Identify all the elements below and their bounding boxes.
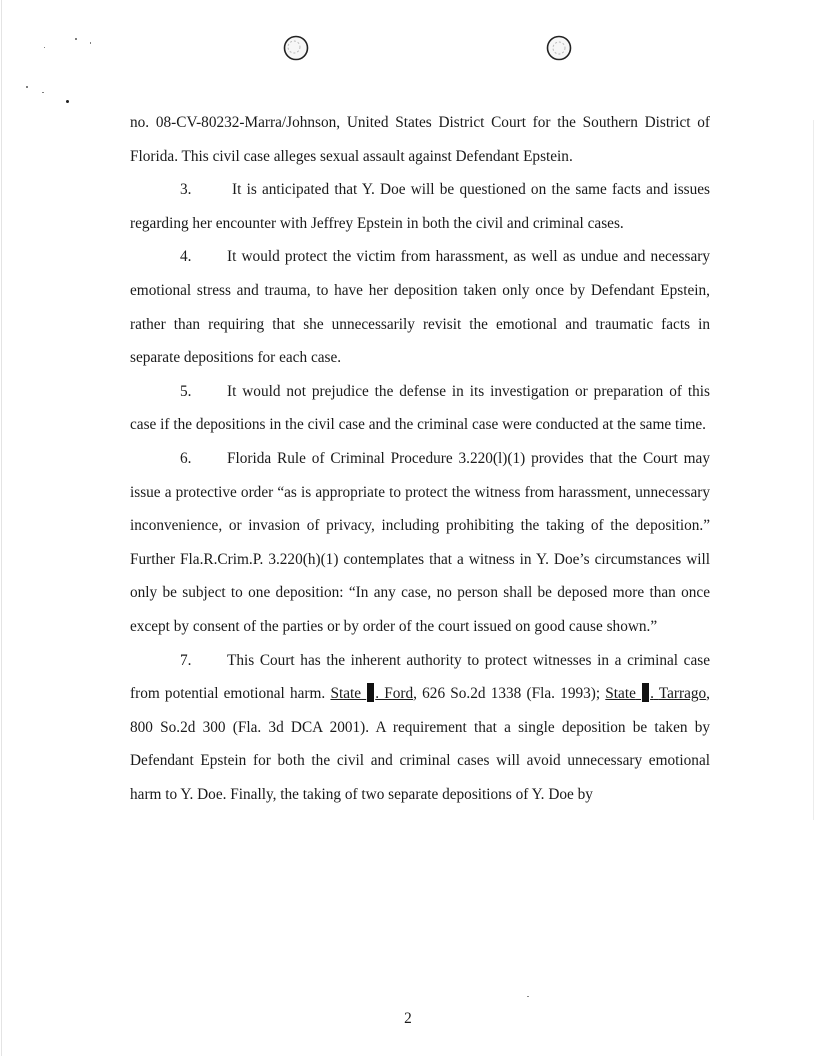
punch-hole-left-icon: [282, 34, 310, 62]
paragraph-3: [130, 173, 710, 240]
paragraph-text: It would not prejudice the defense in its investigation or preparation of this case if the depositions in the civil case and the criminal case were conducted at the same time.: [130, 382, 710, 434]
paragraph-text: A requirement that a single deposition be taken by Defendant Epstein for both the civil and criminal cases will avoid unnecessary emotional harm to Y. Doe. Finally, the taking of two separate depositions of Y. Doe by: [130, 718, 711, 803]
scan-speck: [75, 38, 77, 40]
scan-speck: [44, 47, 45, 48]
citation-party: State: [330, 685, 362, 703]
scan-speck: [42, 92, 44, 93]
case-citation-ford: [330, 685, 413, 702]
case-citation-tarrago: [605, 685, 706, 702]
scan-speck: [527, 996, 529, 997]
paragraph-text: Florida Rule of Criminal Procedure 3.220(l)(1) provides that the Court may issue a protective order “as is appropriate to protect the witness from harassment, unnecessary inconvenience, or invasion of privacy, including prohibiting the taking of the deposition.” Further Fla.R.Crim.P. 3.220(h)(1) contemplates that a witness in Y. Doe’s circumstances will only be subject to one deposition: “In any case, no person shall be deposed more than once except by consent of the parties or by order of the court issued on good cause shown.”: [130, 449, 710, 635]
redaction-bar: [367, 683, 374, 702]
redaction-bar: [642, 683, 649, 702]
paragraph-4: [130, 240, 710, 374]
scan-speck: [90, 42, 91, 44]
paragraph-number: 4.: [180, 248, 192, 266]
paragraph-number: 5.: [180, 382, 192, 400]
page-number: 2: [404, 1010, 412, 1027]
scan-speck: [26, 86, 28, 88]
citation-party: State: [605, 685, 636, 703]
paragraph-7: [130, 644, 710, 812]
paragraph-6: [130, 442, 710, 644]
paragraph-continued: [130, 106, 710, 173]
scan-speck: [66, 100, 69, 103]
citation-party: .: [650, 685, 654, 703]
paragraph-text: It would protect the victim from harassment, as well as undue and necessary emotional stress and trauma, to have her deposition taken only once by Defendant Epstein, rather than requiring that she unnecessarily revisit the emotional and traumatic facts in separate depositions for each case.: [130, 248, 710, 367]
citation-party: Tarrago: [658, 685, 707, 703]
paragraph-5: [130, 375, 710, 442]
punch-hole-right-icon: [545, 34, 573, 62]
citation-reporter: , 626 So.2d 1338 (Fla. 1993);: [413, 685, 601, 703]
paragraph-text: It is anticipated that Y. Doe will be questioned on the same facts and issues regarding her encounter with Jeffrey Epstein in both the civil and criminal cases.: [130, 181, 710, 232]
citation-reporter: , 800 So.2d 300 (Fla. 3d DCA 2001).: [130, 685, 710, 736]
document-body: [130, 106, 710, 811]
scan-edge-left: [1, 0, 2, 1056]
paragraph-number: 3.: [180, 181, 192, 199]
paragraph-number: 6.: [180, 449, 192, 467]
citation-party: . Ford: [375, 685, 414, 703]
scan-edge-right: [813, 120, 814, 820]
paragraph-text: no. 08-CV-80232-Marra/Johnson, United States District Court for the Southern District of Florida. This civil case alleges sexual assault against Defendant Epstein.: [130, 114, 710, 165]
paragraph-text: This Court has the inherent authority to protect witnesses in a criminal case from potential emotional harm.: [130, 651, 710, 703]
paragraph-number: 7.: [180, 651, 192, 669]
